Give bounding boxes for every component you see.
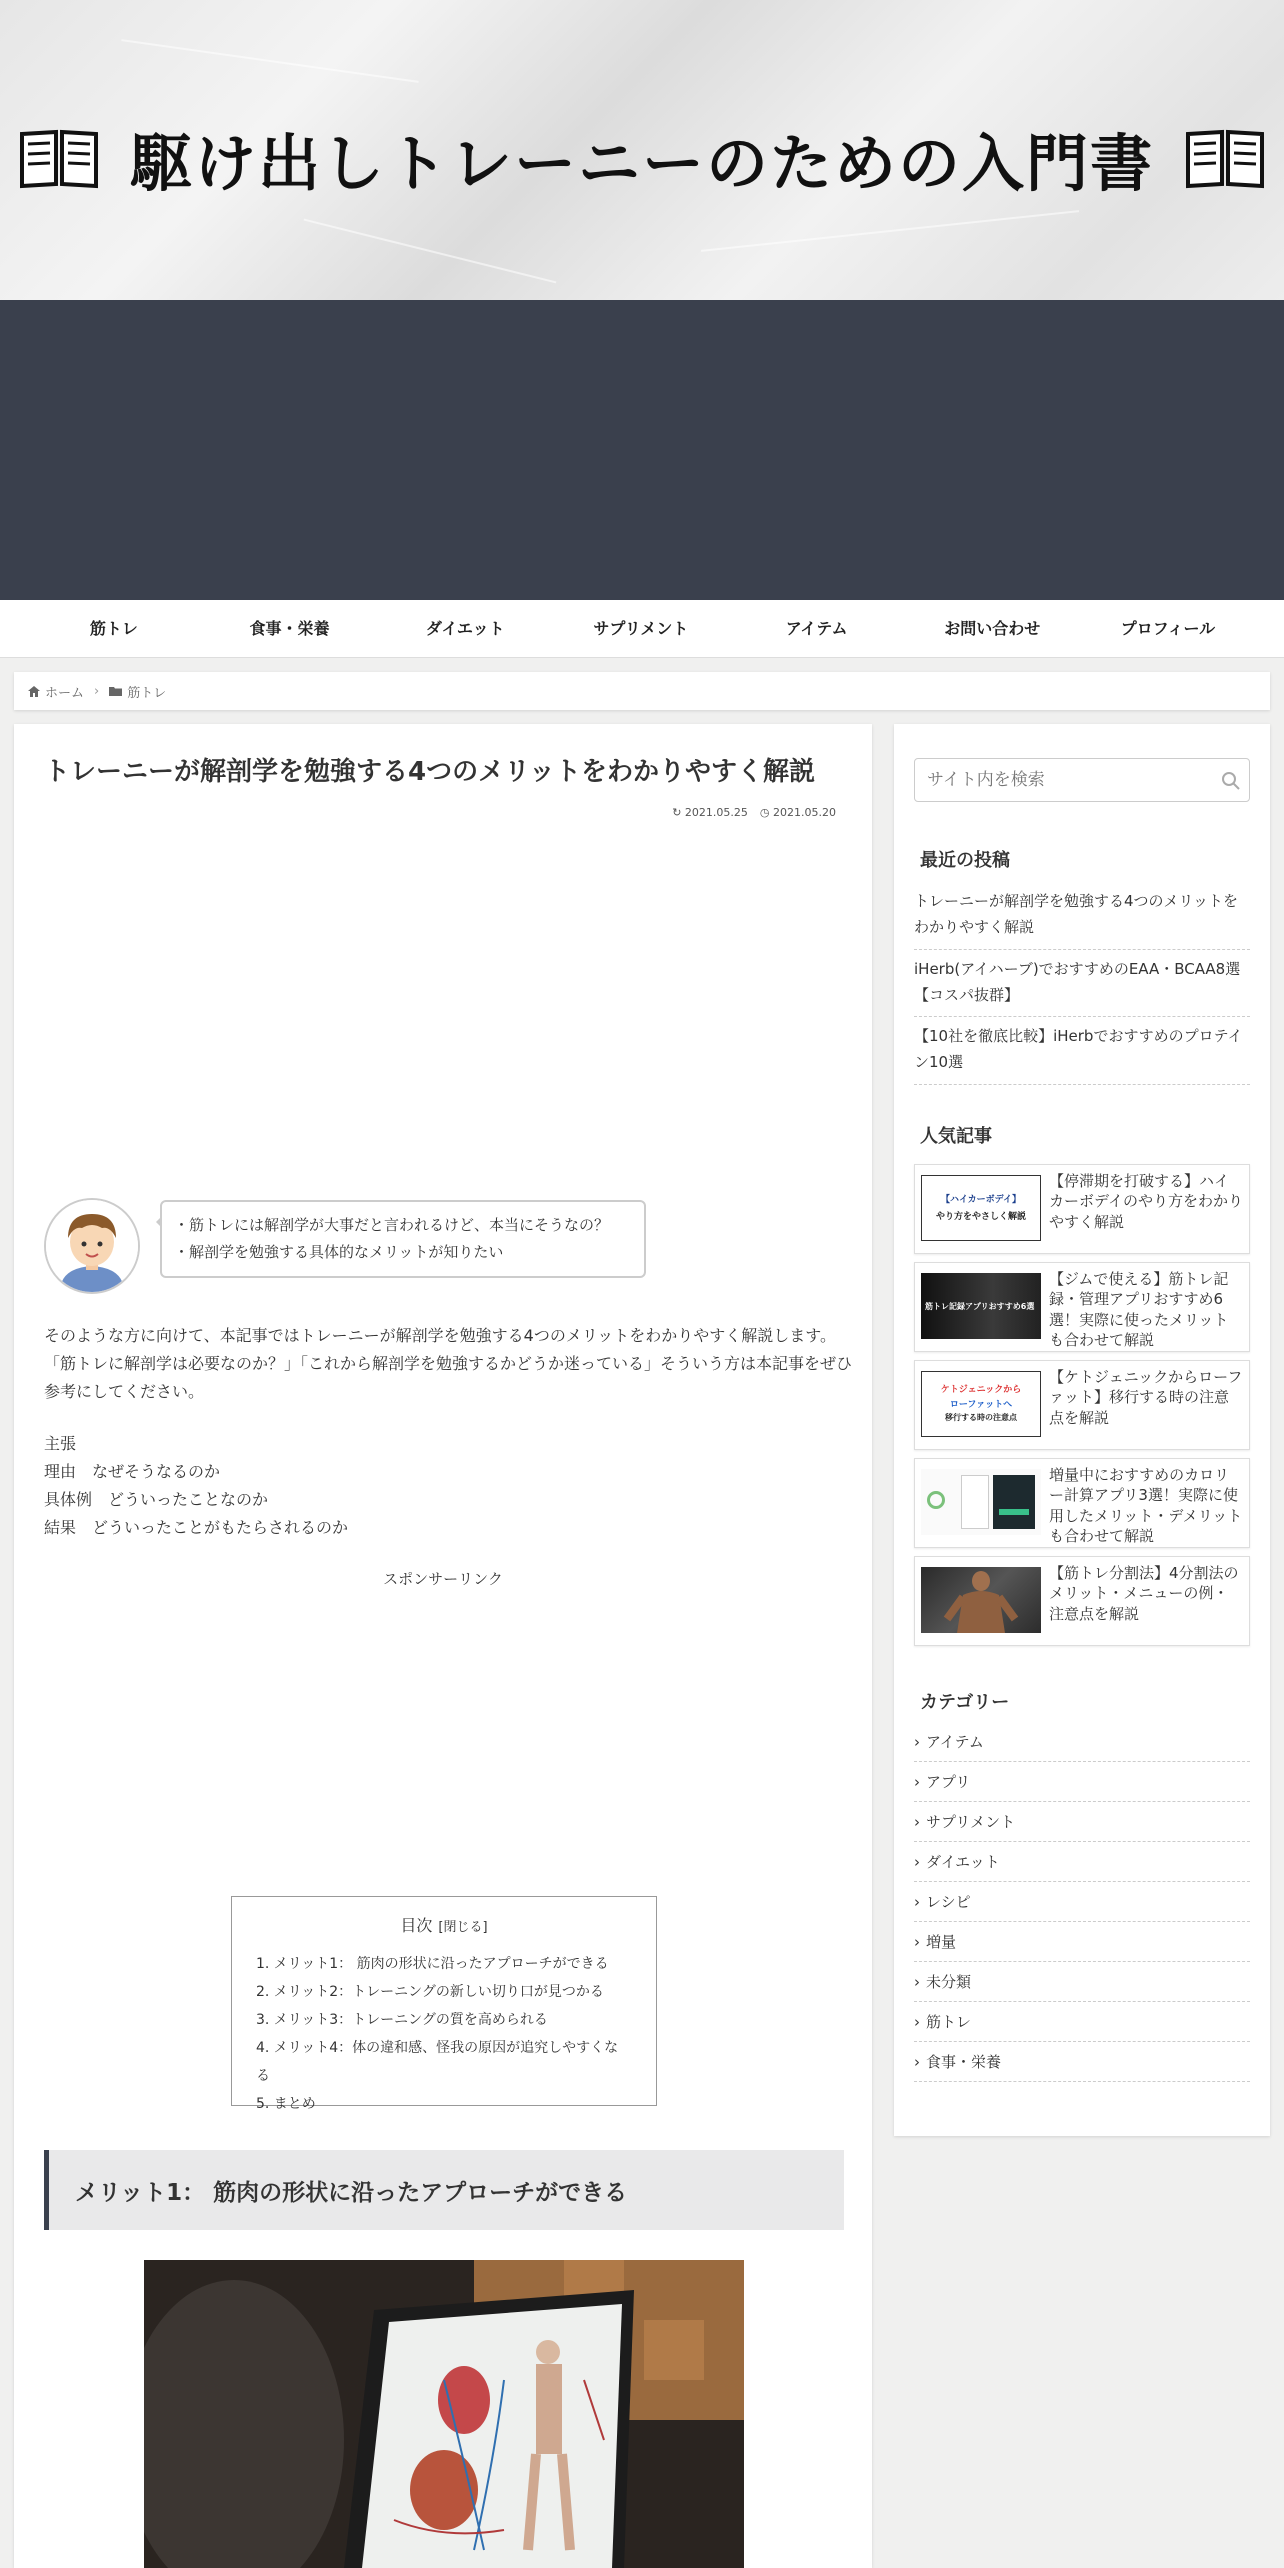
popular-posts-title: 人気記事 bbox=[920, 1126, 992, 1147]
structure-list bbox=[44, 1430, 854, 1542]
structure-item: 理由 なぜそうなるのか bbox=[44, 1462, 221, 1481]
toc-item[interactable]: 2. メリット2：トレーニングの新しい切り口が見つかる bbox=[256, 1984, 604, 2000]
toc-item[interactable]: 3. メリット3：トレーニングの質を高められる bbox=[256, 2012, 548, 2028]
toc-item[interactable]: 4. メリット4：体の違和感、怪我の原因が追究しやすくなる bbox=[256, 2040, 619, 2084]
balloon-line: ・筋トレには解剖学が大事だと言われるけど、本当にそうなの？ bbox=[174, 1216, 610, 1234]
popular-posts-list bbox=[914, 1164, 1250, 1654]
nav-item-training[interactable]: 筋トレ bbox=[89, 619, 138, 638]
intro-paragraph bbox=[44, 1322, 854, 1406]
anatomy-tablet-image bbox=[144, 2260, 744, 2568]
recent-post-link[interactable]: iHerb(アイハーブ)でおすすめのEAA・BCAA8選【コスパ抜群】 bbox=[914, 956, 1250, 1018]
post-thumbnail bbox=[921, 1567, 1041, 1633]
popular-post-title: 増量中におすすめのカロリー計算アプリ3選！実際に使用したメリット・デメリットも合わせて解説 bbox=[1049, 1466, 1243, 1545]
search-icon[interactable] bbox=[1221, 771, 1241, 791]
header-dark-band bbox=[0, 300, 1284, 600]
toc-header bbox=[256, 1913, 632, 1936]
category-link[interactable]: › レシピ bbox=[914, 1882, 1250, 1922]
paper-texture bbox=[121, 39, 418, 83]
thumbnail-text: 筋トレ記録アプリおすすめ6選 bbox=[925, 1302, 1035, 1311]
table-of-contents bbox=[231, 1896, 657, 2112]
intro-line: 「筋トレに解剖学は必要なのか？」「これから解剖学を勉強するかどうか迷っている」そういう方は本記事をぜひ参考にしてください。 bbox=[44, 1354, 853, 1401]
popular-post-card[interactable] bbox=[914, 1262, 1250, 1352]
nav-item-supplement[interactable]: サプリメント bbox=[593, 619, 689, 638]
athlete-photo bbox=[921, 1567, 1041, 1633]
popular-post-card[interactable] bbox=[914, 1458, 1250, 1548]
toc-item[interactable]: 5. まとめ bbox=[256, 2096, 316, 2112]
categories-title: カテゴリー bbox=[920, 1692, 1010, 1713]
home-icon bbox=[28, 686, 40, 697]
balloon-line: ・解剖学を勉強する具体的なメリットが知りたい bbox=[174, 1243, 504, 1261]
paper-texture bbox=[304, 219, 557, 284]
category-link[interactable]: › アプリ bbox=[914, 1762, 1250, 1802]
site-title: 駆け出しトレーニーのための入門書 bbox=[129, 126, 1154, 200]
popular-post-title: 【停滞期を打破する】ハイカーボデイのやり方をわかりやすく解説 bbox=[1049, 1172, 1243, 1231]
category-list bbox=[914, 1722, 1250, 2082]
post-thumbnail bbox=[921, 1371, 1041, 1437]
sponsor-link-label: スポンサーリンク bbox=[383, 1570, 503, 1588]
toc-item[interactable]: 1. メリット1： 筋肉の形状に沿ったアプローチができる bbox=[256, 1956, 609, 1972]
post-thumbnail bbox=[921, 1175, 1041, 1241]
thumbnail-text: ローファットへ bbox=[949, 1400, 1013, 1410]
category-link[interactable]: › アイテム bbox=[914, 1722, 1250, 1762]
thumbnail-text: やり方をやさしく解説 bbox=[935, 1212, 1026, 1222]
category-link[interactable]: › サプリメント bbox=[914, 1802, 1250, 1842]
toc-title: 目次 bbox=[400, 1916, 433, 1935]
updated-date-value: 2021.05.25 bbox=[684, 806, 748, 819]
person-avatar-icon bbox=[46, 1200, 138, 1292]
breadcrumb bbox=[14, 672, 1270, 710]
recent-post-link[interactable]: 【10社を徹底比較】iHerbでおすすめのプロテイン10選 bbox=[914, 1023, 1250, 1085]
nav-item-contact[interactable]: お問い合わせ bbox=[944, 619, 1041, 638]
open-book-icon bbox=[18, 126, 100, 190]
paper-texture bbox=[701, 210, 1079, 252]
post-thumbnail bbox=[921, 1273, 1041, 1339]
app-screenshot-graphic bbox=[999, 1509, 1029, 1515]
popular-post-card[interactable] bbox=[914, 1556, 1250, 1646]
tablet-photo bbox=[144, 2260, 744, 2568]
toc-toggle[interactable]: [閉じる] bbox=[438, 1920, 488, 1935]
app-screenshot-graphic bbox=[993, 1475, 1035, 1529]
popular-post-title: 【筋トレ分割法】4分割法のメリット・メニューの例・注意点を解説 bbox=[1049, 1564, 1239, 1623]
published-date: ◷ 2021.05.20 bbox=[759, 806, 836, 819]
breadcrumb-category[interactable]: 筋トレ bbox=[127, 685, 167, 701]
nav-item-profile[interactable]: プロフィール bbox=[1120, 619, 1216, 638]
app-screenshot-graphic bbox=[961, 1475, 989, 1529]
recent-posts-title: 最近の投稿 bbox=[920, 850, 1010, 871]
site-logo[interactable] bbox=[0, 108, 1284, 208]
article-dates bbox=[672, 806, 836, 819]
recent-posts-list bbox=[914, 888, 1250, 1091]
section-heading: メリット1： 筋肉の形状に沿ったアプローチができる bbox=[44, 2150, 844, 2230]
category-link[interactable]: › 筋トレ bbox=[914, 2002, 1250, 2042]
thumbnail-text: ケトジェニックから bbox=[940, 1385, 1022, 1395]
avatar bbox=[44, 1198, 140, 1294]
sidebar bbox=[894, 724, 1270, 2136]
intro-line: そのような方に向けて、本記事ではトレーニーが解剖学を勉強する4つのメリットをわかりやすく解説します。 bbox=[44, 1326, 836, 1345]
structure-item: 主張 bbox=[44, 1434, 77, 1453]
popular-post-title: 【ケトジェニックからローファット】移行する時の注意点を解説 bbox=[1049, 1368, 1243, 1427]
popular-post-card[interactable] bbox=[914, 1360, 1250, 1450]
nav-item-diet[interactable]: ダイエット bbox=[425, 619, 505, 638]
popular-post-title: 【ジムで使える】筋トレ記録・管理アプリおすすめ6選！実際に使ったメリットも合わせて解説 bbox=[1049, 1270, 1229, 1349]
structure-item: 結果 どういったことがもたらされるのか bbox=[44, 1518, 349, 1537]
folder-icon bbox=[109, 686, 122, 696]
breadcrumb-home[interactable]: ホーム bbox=[45, 685, 85, 701]
updated-date: ↻ 2021.05.25 bbox=[672, 806, 748, 819]
search-input[interactable] bbox=[915, 759, 1249, 801]
article-main bbox=[14, 724, 872, 2568]
popular-post-card[interactable] bbox=[914, 1164, 1250, 1254]
thumbnail-text: 【ハイカーボデイ】 bbox=[940, 1195, 1022, 1205]
nav-item-item[interactable]: アイテム bbox=[785, 619, 848, 638]
header-banner[interactable] bbox=[0, 0, 1284, 300]
article-title: トレーニーが解剖学を勉強する4つのメリットをわかりやすく解説 bbox=[44, 757, 816, 787]
balloon-text bbox=[160, 1200, 646, 1278]
app-screenshot-graphic bbox=[927, 1491, 945, 1509]
category-link[interactable]: › 食事・栄養 bbox=[914, 2042, 1250, 2082]
category-link[interactable]: › 未分類 bbox=[914, 1962, 1250, 2002]
search-box bbox=[914, 758, 1250, 802]
chevron-right-icon: › bbox=[94, 683, 100, 699]
post-thumbnail bbox=[921, 1469, 1041, 1535]
nav-item-nutrition[interactable]: 食事・栄養 bbox=[249, 619, 330, 638]
thumbnail-text: 移行する時の注意点 bbox=[945, 1413, 1017, 1422]
structure-item: 具体例 どういったことなのか bbox=[44, 1490, 269, 1509]
published-date-value: 2021.05.20 bbox=[773, 806, 836, 819]
category-link[interactable]: › ダイエット bbox=[914, 1842, 1250, 1882]
open-book-icon bbox=[1184, 126, 1266, 190]
recent-post-link[interactable]: トレーニーが解剖学を勉強する4つのメリットをわかりやすく解説 bbox=[914, 888, 1250, 950]
category-link[interactable]: › 増量 bbox=[914, 1922, 1250, 1962]
global-nav bbox=[0, 600, 1284, 658]
